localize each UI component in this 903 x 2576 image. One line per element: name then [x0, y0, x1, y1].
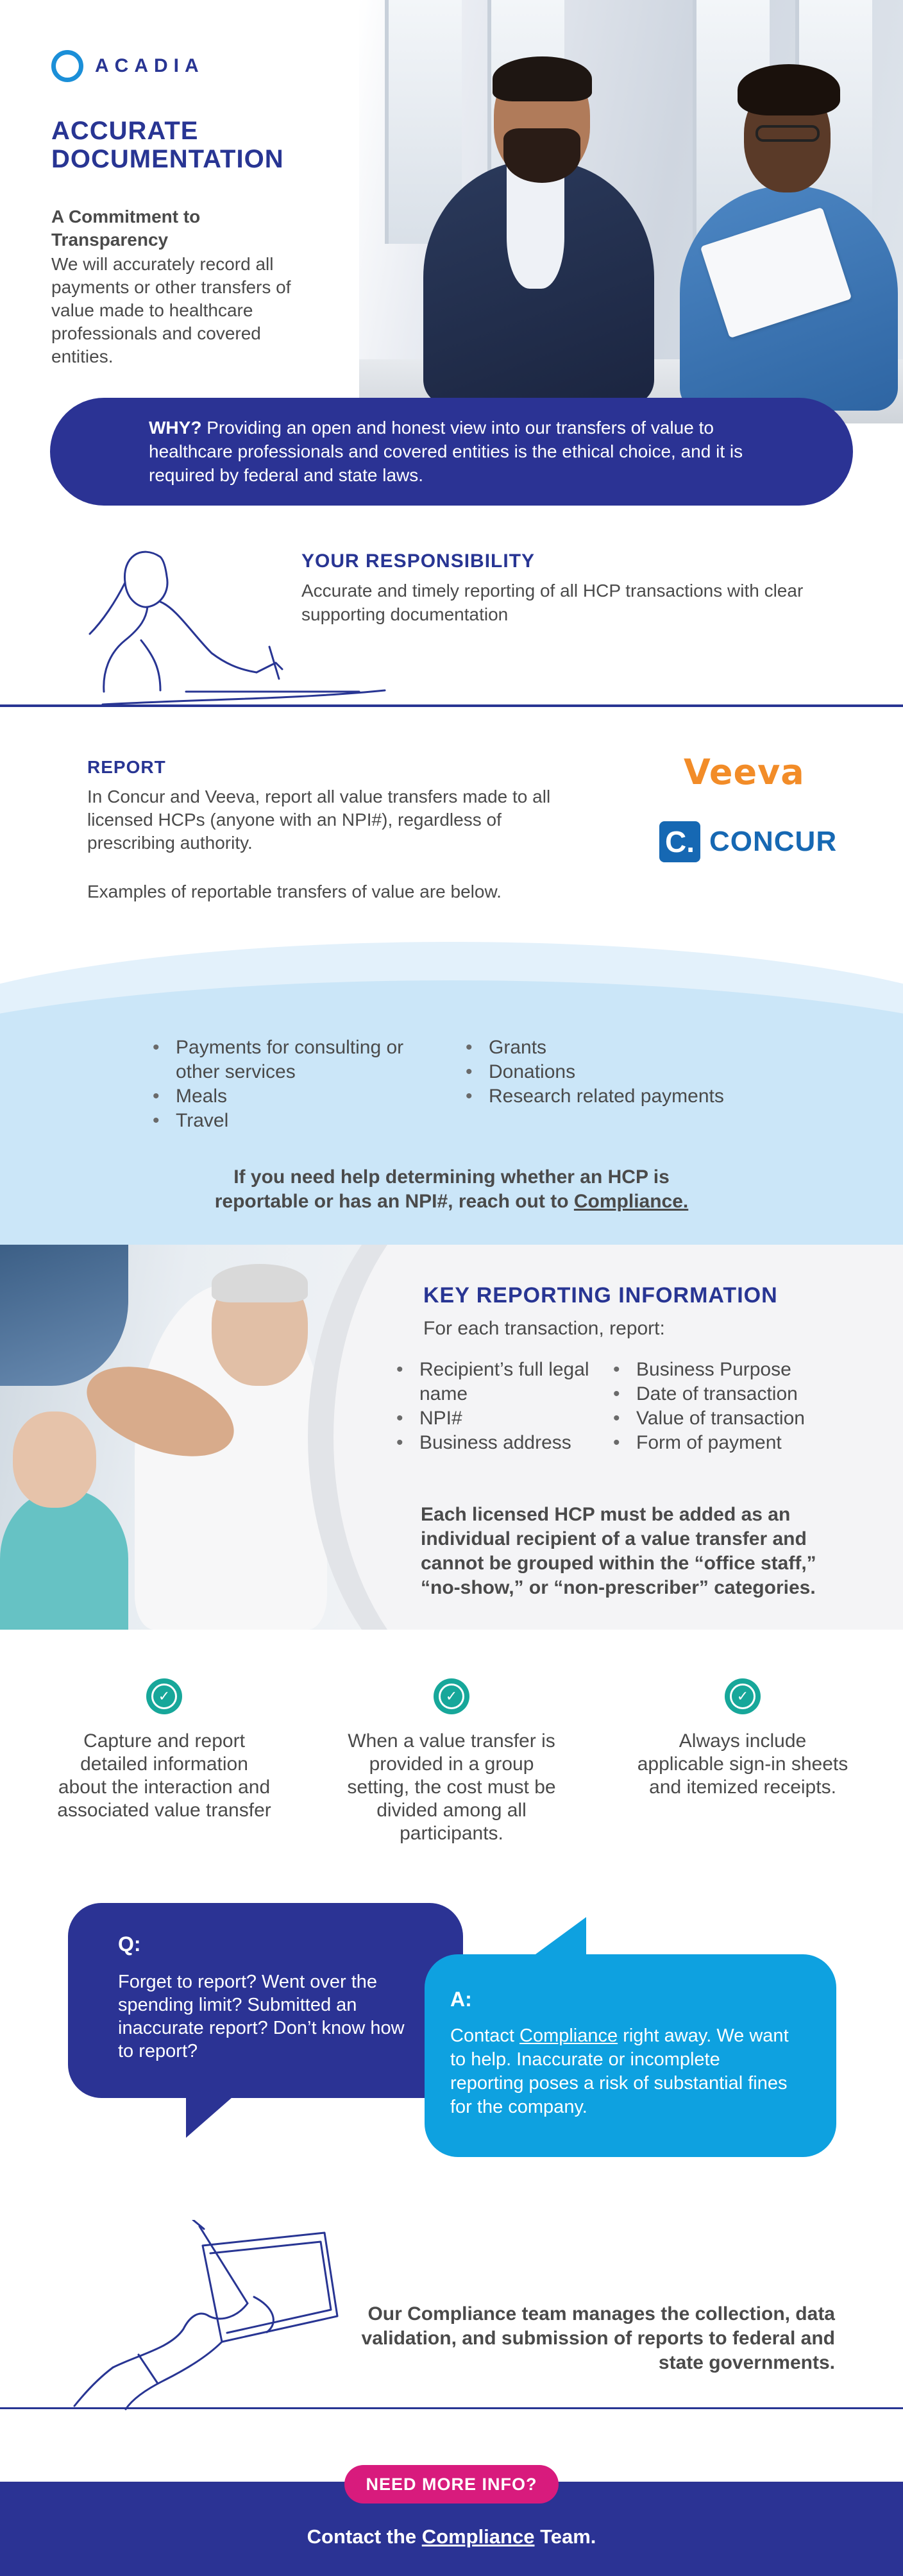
list-item: • Grants — [463, 1036, 797, 1060]
report-examples: Examples of reportable transfers of value are below. — [87, 882, 502, 901]
nurse-figure — [0, 1488, 128, 1630]
footer-suffix: Team. — [534, 2525, 596, 2548]
acadia-logo[interactable] — [51, 50, 205, 82]
question-bubble — [68, 1903, 463, 2098]
report-title: REPORT — [87, 757, 166, 777]
list-item: • Business Purpose — [611, 1358, 854, 1382]
list-item: • Value of transaction — [611, 1406, 854, 1431]
transfers-note-text: If you need help determining whether an HCP is reportable or has an NPI#, reach out to — [214, 1166, 670, 1212]
list-item: • Date of transaction — [611, 1382, 854, 1406]
compliance-link[interactable]: Compliance. — [573, 1191, 689, 1212]
title-line-1: ACCURATE — [51, 117, 199, 145]
check-circle-icon: ✓ — [434, 1678, 469, 1714]
why-text: Providing an open and honest view into our transfers of value to healthcare professionals and covered entities is the ethical choice, and it is required by federal and state laws. — [149, 418, 743, 485]
answer-label: A: — [450, 1988, 472, 2011]
transfers-note — [0, 1165, 903, 1214]
woman-hair — [738, 64, 840, 115]
check-circle-icon: ✓ — [725, 1678, 761, 1714]
veeva-logo: Veeva — [684, 752, 805, 792]
tip-card — [634, 1678, 852, 1799]
list-item: • Travel — [150, 1109, 432, 1133]
report-body: In Concur and Veeva, report all value transfers made to all licensed HCPs (anyone with an NPI#), regardless of prescribing authority. — [87, 787, 551, 853]
nurse-head — [13, 1412, 96, 1508]
outro-text: Our Compliance team manages the collection, data validation, and submission of reports to federal and state governments. — [361, 2303, 835, 2373]
compliance-link[interactable]: Compliance — [519, 2026, 618, 2046]
answer-bubble — [425, 1954, 836, 2157]
hero-body: We will accurately record all payments or other transfers of value made to healthcare professionals and covered entities. — [51, 254, 291, 366]
key-reporting-lead: For each transaction, report: — [423, 1318, 665, 1339]
key-list-right — [611, 1358, 854, 1455]
tip-text: Always include applicable sign-in sheets and itemized receipts. — [637, 1730, 848, 1798]
list-item: • Business address — [394, 1431, 612, 1455]
section-divider — [0, 704, 903, 707]
check-circle-icon: ✓ — [146, 1678, 182, 1714]
key-reporting-note: Each licensed HCP must be added as an individual recipient of a value transfer and cannot be grouped within the “office staff,” “no-show,” or “non-prescriber” categories. — [421, 1504, 816, 1598]
footer-text — [0, 2525, 903, 2548]
why-label: WHY? — [149, 418, 202, 438]
list-item: • Payments for consulting or other services — [150, 1036, 432, 1084]
concur-mark-icon: C. — [659, 821, 700, 862]
man-hair — [493, 56, 592, 101]
need-more-info-pill: NEED MORE INFO? — [344, 2465, 559, 2503]
transfers-list-right — [463, 1036, 797, 1109]
tip-text: When a value transfer is provided in a group setting, the cost must be divided among all participants. — [347, 1730, 556, 1844]
question-text: Forget to report? Went over the spending limit? Submitted an inaccurate report? Don’t know how to report? — [118, 1972, 405, 2061]
glasses — [755, 125, 820, 142]
tip-text: Capture and report detailed information about the interaction and associated value transfer — [57, 1730, 271, 1821]
list-item: • Meals — [150, 1084, 432, 1109]
list-item: • Research related payments — [463, 1084, 797, 1109]
question-label: Q: — [118, 1932, 141, 1956]
answer-suffix: right away. We want to help. Inaccurate or incomplete reporting poses a risk of substantial fines for the company. — [450, 2026, 789, 2117]
section-divider — [0, 2407, 903, 2409]
tip-card — [342, 1678, 561, 1845]
footer-prefix: Contact the — [307, 2525, 422, 2548]
logo-ring-icon — [51, 50, 83, 82]
list-item: • NPI# — [394, 1406, 612, 1431]
list-item: • Recipient’s full legal name — [394, 1358, 612, 1406]
compliance-link[interactable]: Compliance — [421, 2525, 535, 2548]
key-list-left — [394, 1358, 612, 1455]
answer-prefix: Contact — [450, 2026, 519, 2046]
hero-section — [0, 0, 903, 423]
answer-text — [450, 2024, 798, 2119]
transfers-list-left — [150, 1036, 432, 1133]
man-beard — [503, 128, 580, 183]
title-line-2: DOCUMENTATION — [51, 145, 284, 173]
sleeve-arm — [0, 1245, 128, 1386]
responsibility-title: YOUR RESPONSIBILITY — [301, 550, 536, 572]
why-banner — [50, 398, 853, 506]
list-item: • Donations — [463, 1060, 797, 1084]
answer-bubble-tail — [528, 1917, 586, 1959]
hero-subtitle: A Commitment to Transparency — [51, 207, 201, 250]
concur-text: CONCUR — [709, 826, 838, 857]
key-reporting-title: KEY REPORTING INFORMATION — [423, 1283, 778, 1308]
question-bubble-tail — [186, 2093, 237, 2138]
list-item: • Form of payment — [611, 1431, 854, 1455]
concur-logo — [659, 821, 837, 862]
logo-text: ACADIA — [95, 55, 205, 76]
responsibility-body: Accurate and timely reporting of all HCP transactions with clear supporting documentation — [301, 581, 804, 624]
tip-card — [55, 1678, 273, 1822]
hand-signing-illustration — [62, 2220, 369, 2412]
doctor-hair — [212, 1264, 308, 1302]
page-title — [51, 117, 385, 173]
